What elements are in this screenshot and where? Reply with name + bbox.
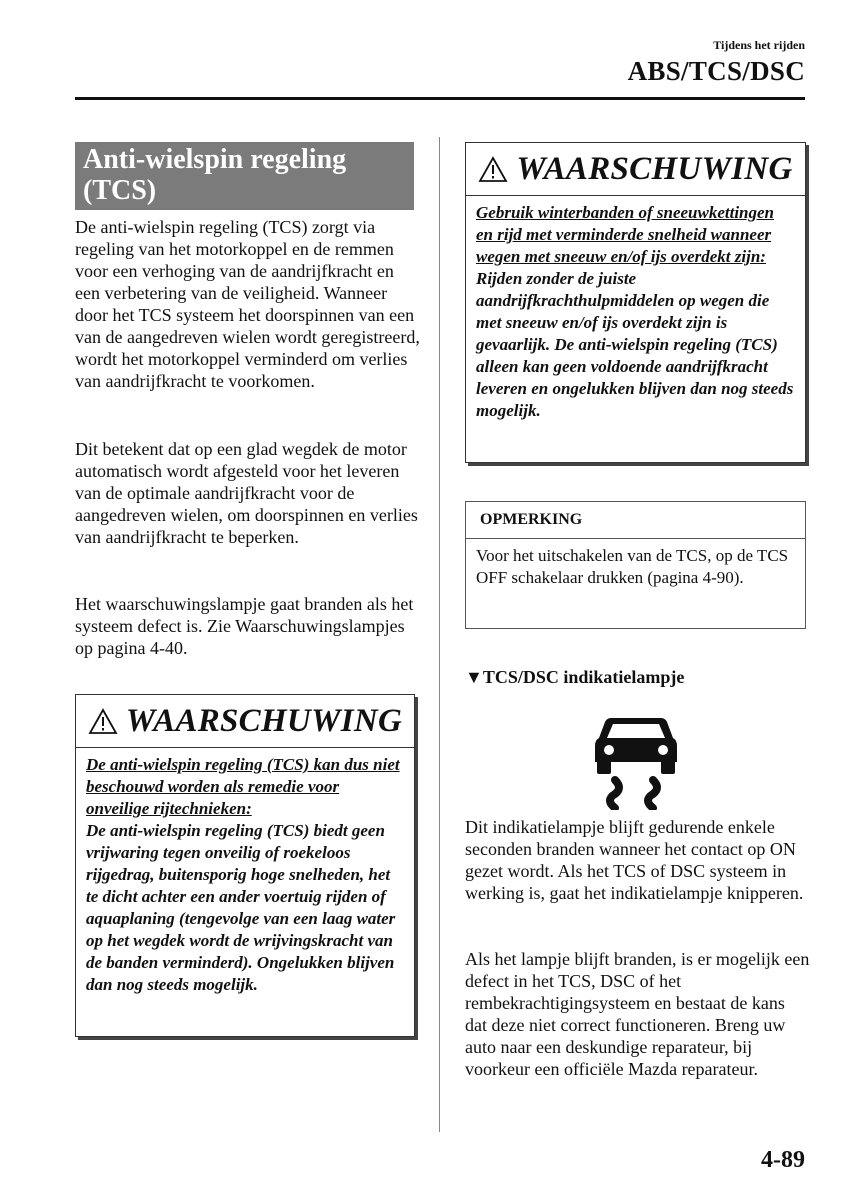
warning-title: WAARSCHUWING <box>516 150 793 187</box>
section-paragraph-1: De anti-wielspin regeling (TCS) zorgt via regeling van het motorkoppel en de remmen voor een verhoging van de aandrijfkracht en een verbetering van de veiligheid. Wanneer door het TCS systeem het doorspinnen van een van de aangedreven wielen wordt geregistreerd, wordt het motorkoppel verminderd om verlies van aandrijfkracht te voorkomen. <box>75 217 420 391</box>
warning-lead: De anti-wielspin regeling (TCS) kan dus niet beschouwd worden als remedie voor onveilige rijtechnieken: <box>86 755 400 818</box>
warning-lead: Gebruik winterbanden of sneeuwkettingen en rijd met verminderde snelheid wanneer wegen met sneeuw en/of ijs overdekt zijn: <box>476 203 775 266</box>
note-heading: OPMERKING <box>466 502 805 539</box>
warning-triangle-icon <box>478 156 508 183</box>
section-paragraph-2: Dit betekent dat op een glad wegdek de motor automatisch wordt afgesteld voor het leveren van de optimale aandrijfkracht voor de aangedreven wielen, om doorspinnen en verlies van aandrijfkracht te beperken. <box>75 439 418 547</box>
note-box <box>465 501 806 629</box>
header-rule <box>75 97 805 100</box>
section-heading: Anti-wielspin regeling (TCS) <box>75 142 414 210</box>
note-body: Voor het uitschakelen van de TCS, op de TCS OFF schakelaar drukken (pagina 4-90). <box>476 546 789 587</box>
warning-text: Rijden zonder de juiste aandrijfkrachthulpmiddelen op wegen die met sneeuw en/of ijs overdekt zijn is gevaarlijk. De anti-wielspin regeling (TCS) alleen kan geen voldoende aandrijfkracht leveren en ongelukken blijven dan nog steeds mogelijk. <box>476 269 794 420</box>
indicator-paragraph-1: Dit indikatielampje blijft gedurende enkele seconden branden wanneer het contact op ON gezet wordt. Als het TCS of DSC systeem in werking is, gaat het indikatielampje knipperen. <box>465 817 804 903</box>
page-number: 4-89 <box>761 1147 805 1173</box>
indicator-heading: ▼TCS/DSC indikatielampje <box>465 667 685 687</box>
warning-title: WAARSCHUWING <box>125 702 403 739</box>
warning-body <box>76 748 414 1004</box>
chapter-label: Tijdens het rijden <box>713 38 805 52</box>
warning-box-right <box>465 142 806 463</box>
warning-body <box>466 196 805 430</box>
indicator-paragraph-2: Als het lampje blijft branden, is er mogelijk een defect in het TCS, DSC of het rembekrachtigingsysteem en bestaat de kans dat deze niet correct functioneren. Breng uw auto naar een deskundige reparateur, bij voorkeur een officiële Mazda reparateur. <box>465 949 810 1079</box>
section-paragraph-3: Het waarschuwingslampje gaat branden als het systeem defect is. Zie Waarschuwingslampjes op pagina 4-40. <box>75 594 414 658</box>
column-divider <box>439 137 440 1132</box>
warning-triangle-icon <box>88 708 118 735</box>
warning-text: De anti-wielspin regeling (TCS) biedt geen vrijwaring tegen onveilig of roekeloos rijgedrag, buitensporig hoge snelheden, het te dicht achter een ander voertuig rijden of aquaplaning (tengevolge van een laag water op het wegdek wordt de wrijvingskracht van de banden verminderd). Ongelukken blijven dan nog steeds mogelijk. <box>86 821 396 994</box>
warning-header <box>466 143 805 196</box>
skidding-car-icon <box>591 710 681 810</box>
page-title: ABS/TCS/DSC <box>627 56 805 86</box>
warning-box-left <box>75 694 415 1037</box>
warning-header <box>76 695 414 748</box>
triangle-down-icon: ▼ <box>465 667 483 687</box>
